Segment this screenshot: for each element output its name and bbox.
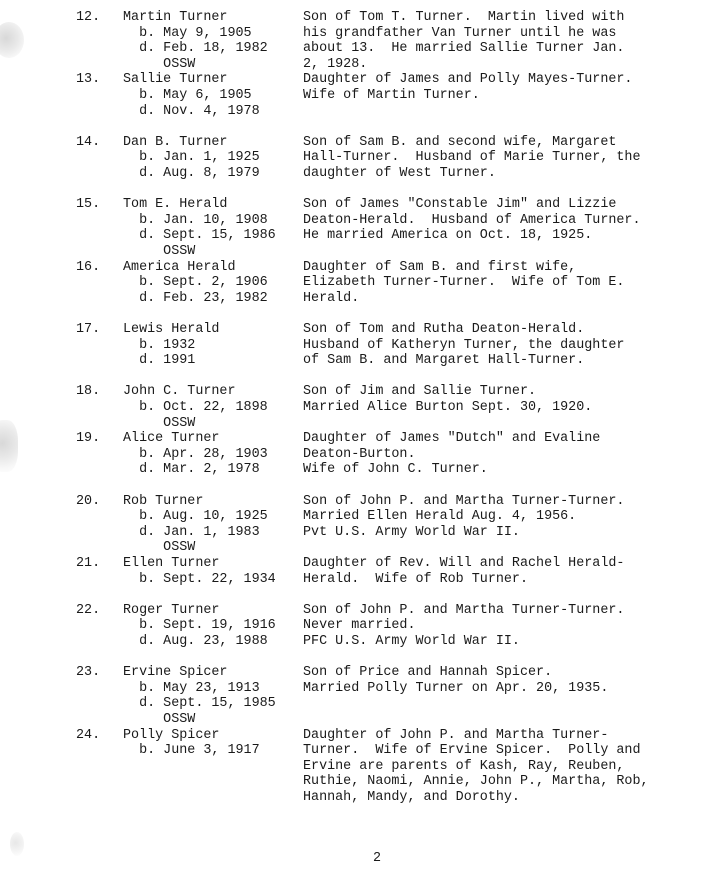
description-line: Hannah, Mandy, and Dorothy. [303, 789, 520, 805]
person-vitals [123, 665, 298, 727]
description-line: Son of Sam B. and second wife, Margaret [303, 134, 617, 150]
description-line: Wife of Martin Turner. [303, 87, 480, 103]
description-line: Married Alice Burton Sept. 30, 1920. [303, 399, 593, 415]
person-name: Tom E. Herald [123, 197, 228, 213]
description-line: He married America on Oct. 18, 1925. [303, 228, 593, 244]
person-vitals [123, 260, 298, 307]
page-number: 2 [373, 851, 382, 866]
burial-record [0, 494, 715, 556]
vital-line: d. Mar. 2, 1978 [123, 462, 260, 478]
description-line: Son of Tom T. Turner. Martin lived with [303, 10, 625, 25]
vital-line: d. Jan. 1, 1983 [123, 524, 260, 540]
person-description [303, 494, 713, 541]
person-vitals [123, 384, 298, 431]
vital-line: d. 1991 [123, 353, 196, 369]
person-description [303, 135, 713, 182]
vital-line: OSSW [123, 243, 196, 259]
person-name: Martin Turner [123, 10, 228, 25]
person-name: Alice Turner [123, 431, 220, 447]
person-name: Rob Turner [123, 493, 204, 509]
record-number: 18. [76, 384, 101, 400]
vital-line: b. Jan. 1, 1925 [123, 150, 260, 166]
description-line: of Sam B. and Margaret Hall-Turner. [303, 353, 585, 369]
person-description [303, 260, 713, 307]
person-description [303, 728, 713, 806]
description-line: Herald. [303, 290, 360, 306]
record-number: 23. [76, 665, 101, 681]
record-number: 24. [76, 727, 101, 743]
vital-line: OSSW [123, 415, 196, 431]
vital-line: b. June 3, 1917 [123, 743, 260, 759]
person-name: Roger Turner [123, 602, 220, 618]
person-vitals [123, 728, 298, 759]
vital-line: OSSW [123, 56, 196, 72]
vital-line: d. Nov. 4, 1978 [123, 103, 260, 119]
description-line: Deaton-Burton. [303, 446, 416, 462]
person-vitals [123, 197, 298, 259]
description-line: Hall-Turner. Husband of Marie Turner, the [303, 150, 641, 166]
vital-line: b. Sept. 22, 1934 [123, 571, 276, 587]
person-name: Ellen Turner [123, 556, 220, 571]
burial-record [0, 197, 715, 259]
vital-line: OSSW [123, 540, 196, 556]
description-line: Son of Price and Hannah Spicer. [303, 665, 553, 681]
description-line: Wife of John C. Turner. [303, 462, 488, 478]
description-line: Daughter of James and Polly Mayes-Turner. [303, 72, 633, 88]
description-line: Son of Tom and Rutha Deaton-Herald. [303, 322, 585, 337]
description-line: Son of John P. and Martha Turner-Turner. [303, 602, 625, 618]
vital-line: b. Sept. 19, 1916 [123, 618, 276, 634]
description-line: Son of John P. and Martha Turner-Turner. [303, 493, 625, 509]
person-vitals [123, 10, 298, 72]
burial-record [0, 603, 715, 650]
record-number: 13. [76, 72, 101, 88]
burial-record [0, 384, 715, 431]
description-line: Pvt U.S. Army World War II. [303, 524, 520, 540]
person-description [303, 10, 713, 72]
vital-line: b. Oct. 22, 1898 [123, 399, 268, 415]
burial-record [0, 10, 715, 72]
burial-record [0, 728, 715, 806]
description-line: his grandfather Van Turner until he was [303, 25, 617, 41]
person-name: John C. Turner [123, 384, 236, 400]
binder-hole-mark [10, 832, 24, 856]
description-line: Married Polly Turner on Apr. 20, 1935. [303, 680, 609, 696]
vital-line: d. Feb. 23, 1982 [123, 290, 268, 306]
description-line: 2, 1928. [303, 56, 368, 72]
description-line: Herald. Wife of Rob Turner. [303, 571, 528, 587]
person-description [303, 197, 713, 244]
description-line: daughter of West Turner. [303, 165, 496, 181]
person-vitals [123, 72, 298, 119]
person-name: Polly Spicer [123, 727, 220, 743]
person-description [303, 72, 713, 103]
vital-line: d. Feb. 18, 1982 [123, 41, 268, 57]
description-line: Ruthie, Naomi, Annie, John P., Martha, Rob, [303, 774, 649, 790]
vital-line: d. Sept. 15, 1986 [123, 228, 276, 244]
person-name: Sallie Turner [123, 72, 228, 88]
person-name: Dan B. Turner [123, 134, 228, 150]
person-description [303, 665, 713, 696]
description-line: PFC U.S. Army World War II. [303, 633, 520, 649]
record-number: 17. [76, 322, 101, 337]
vital-line: b. Sept. 2, 1906 [123, 275, 268, 291]
person-vitals [123, 494, 298, 556]
person-name: Ervine Spicer [123, 665, 228, 681]
vital-line: d. Aug. 23, 1988 [123, 633, 268, 649]
person-description [303, 603, 713, 650]
record-number: 15. [76, 197, 101, 213]
vital-line: OSSW [123, 711, 196, 727]
burial-record [0, 135, 715, 182]
burial-record [0, 322, 715, 369]
record-number: 12. [76, 10, 101, 25]
record-number: 19. [76, 431, 101, 447]
person-vitals [123, 431, 298, 478]
person-vitals [123, 322, 298, 369]
description-line: Daughter of James "Dutch" and Evaline [303, 431, 601, 447]
vital-line: b. May 6, 1905 [123, 87, 252, 103]
description-line: Ervine are parents of Kash, Ray, Reuben, [303, 758, 625, 774]
burial-record [0, 556, 715, 587]
person-name: America Herald [123, 259, 236, 275]
burial-record [0, 665, 715, 727]
record-number: 16. [76, 259, 101, 275]
description-line: about 13. He married Sallie Turner Jan. [303, 41, 625, 57]
description-line: Daughter of John P. and Martha Turner- [303, 727, 609, 743]
vital-line: b. 1932 [123, 337, 196, 353]
vital-line: b. Aug. 10, 1925 [123, 509, 268, 525]
record-number: 20. [76, 493, 101, 509]
description-line: Son of James "Constable Jim" and Lizzie [303, 197, 617, 213]
vital-line: d. Aug. 8, 1979 [123, 165, 260, 181]
record-number: 14. [76, 134, 101, 150]
vital-line: b. May 23, 1913 [123, 680, 260, 696]
burial-record [0, 260, 715, 307]
description-line: Daughter of Rev. Will and Rachel Herald- [303, 556, 625, 571]
description-line: Deaton-Herald. Husband of America Turner. [303, 212, 641, 228]
record-number: 21. [76, 556, 101, 571]
person-description [303, 384, 713, 415]
burial-record [0, 431, 715, 478]
person-vitals [123, 556, 298, 587]
vital-line: b. May 9, 1905 [123, 25, 252, 41]
description-line: Daughter of Sam B. and first wife, [303, 259, 577, 275]
record-number: 22. [76, 602, 101, 618]
description-line: Son of Jim and Sallie Turner. [303, 384, 537, 400]
description-line: Turner. Wife of Ervine Spicer. Polly and [303, 743, 641, 759]
person-name: Lewis Herald [123, 322, 220, 337]
vital-line: d. Sept. 15, 1985 [123, 696, 276, 712]
burial-record [0, 72, 715, 119]
person-vitals [123, 135, 298, 182]
person-vitals [123, 603, 298, 650]
description-line: Never married. [303, 618, 416, 634]
vital-line: b. Jan. 10, 1908 [123, 212, 268, 228]
vital-line: b. Apr. 28, 1903 [123, 446, 268, 462]
person-description [303, 556, 713, 587]
person-description [303, 431, 713, 478]
person-description [303, 322, 713, 369]
description-line: Married Ellen Herald Aug. 4, 1956. [303, 509, 577, 525]
description-line: Husband of Katheryn Turner, the daughter [303, 337, 625, 353]
description-line: Elizabeth Turner-Turner. Wife of Tom E. [303, 275, 625, 291]
